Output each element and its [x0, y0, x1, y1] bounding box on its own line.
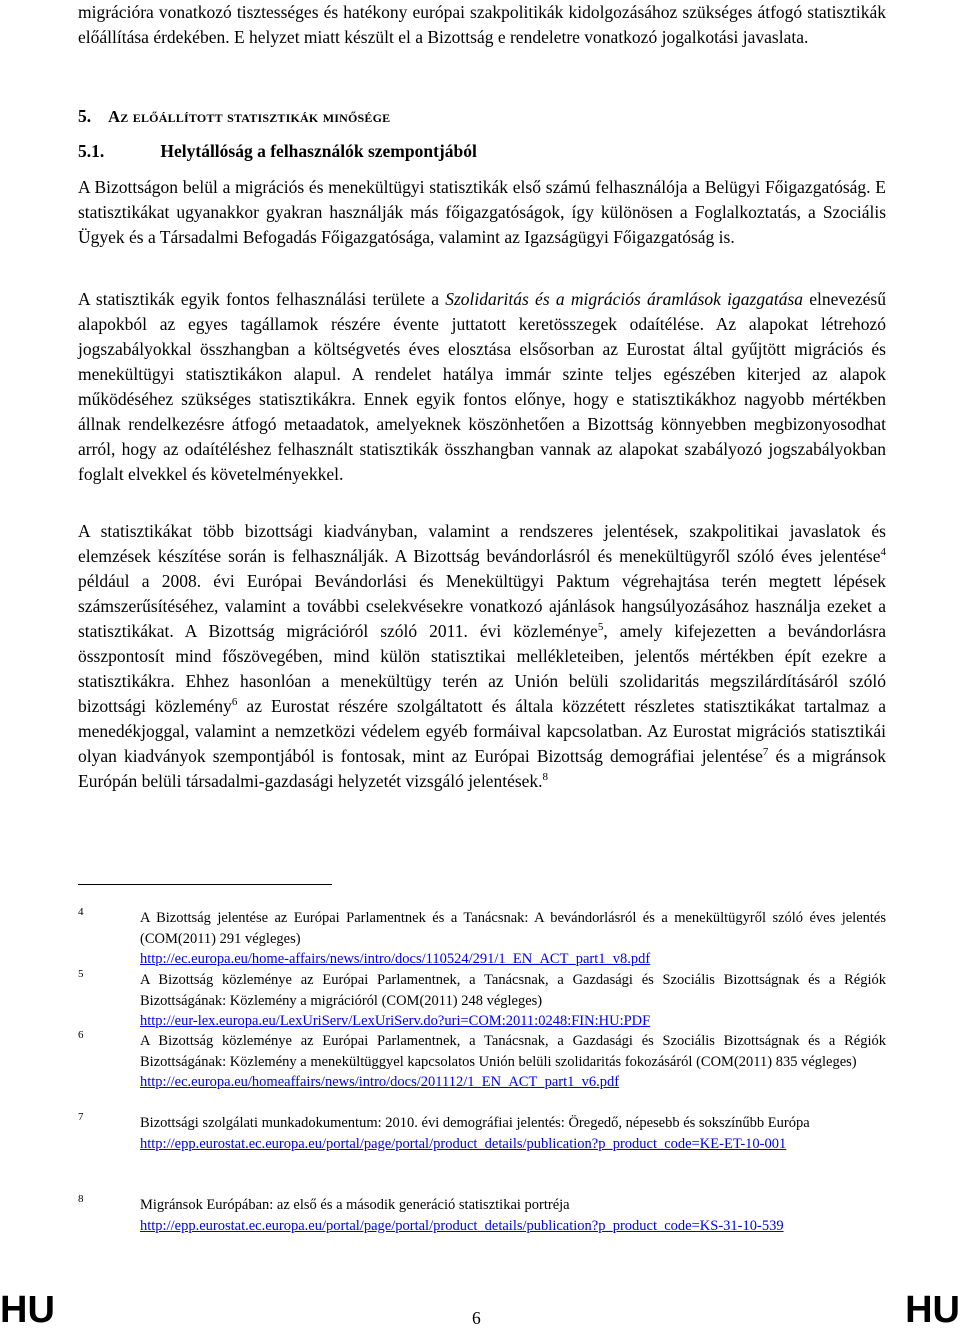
footnote-7 [78, 1113, 886, 1154]
footnote-text: A Bizottság jelentése az Európai Parlamentnek és a Tanácsnak: A bevándorlásról és a menekültügyről szóló éves jelentés (COM(2011) 291 végleges) [140, 910, 886, 947]
paragraph-publications-a: A statisztikákat több bizottsági kiadványban, valamint a rendszeres jelentések, szakpolitikai javaslatok és elemzések készítése során is felhasználják. A Bizottság bevándorlásról és menekültügyről szóló éves jelentése [78, 521, 886, 566]
footnote-number: 6 [78, 1029, 84, 1041]
paragraph-publications-c: , amely kifejezetten a bevándorlásra összpontosít mind főszövegében, mind külön statisztikai mellékleteiben, jelentős mértékben épít ezekre a statisztikákra. Ehhez hasonlóan a menekültügy terén az Unión belüli szolidaritás megszilárdításáról szóló bizottsági közlemény [78, 621, 886, 716]
footnote-ref-4[interactable]: 4 [880, 546, 886, 559]
footnote-link[interactable]: http://ec.europa.eu/home-affairs/news/intro/docs/110524/291/1_EN_ACT_part1_v8.pdf [140, 951, 651, 967]
footnote-text: A Bizottság közleménye az Európai Parlamentnek, a Tanácsnak, a Gazdasági és Szociális Bizottságnak és a Régiók Bizottságának: Közlemény a migrációról (COM(2011) 248 végleges) [140, 972, 886, 1009]
footnote-text: Bizottsági szolgálati munkadokumentum: 2010. évi demográfiai jelentés: Öregedő, népesebb és sokszínűbb Európa [140, 1115, 810, 1131]
footnote-ref-8[interactable]: 8 [542, 771, 549, 784]
footnote-number: 7 [78, 1111, 84, 1123]
footnote-text: Migránsok Európában: az első és a második generáció statisztikai portréja [140, 1197, 570, 1213]
footnote-5 [78, 970, 886, 1032]
fund-name-italic: Szolidaritás és a migrációs áramlások igazgatása [445, 289, 804, 309]
footnote-6 [78, 1031, 886, 1093]
footnote-text: A Bizottság közleménye az Európai Parlamentnek, a Tanácsnak, a Gazdasági és Szociális Bizottságnak és a Régiók Bizottságának: Közlemény a menekültüggyel kapcsolatos Unión belüli szolidaritás fokozásáról (COM(2011) 835 végleges) [140, 1033, 886, 1070]
footnote-ref-6[interactable]: 6 [231, 696, 238, 709]
paragraph-publications-d: az Eurostat részére szolgáltatott és általa közzétett részletes statisztikákat tartalmaz a menedékjoggal, valamint a nemzetközi védelem egyéb formáival kapcsolatban. Az Eurostat migrációs statisztikái olyan kiadványok szempontjából is fontosak, mint az Európai Bizottság demográfiai jelentése [78, 696, 886, 766]
paragraph-publications-b: például a 2008. évi Európai Bevándorlási és Menekültügyi Paktum végrehajtása terén megtett lépések számszerűsítéséhez, valamint a további cselekvésekre vonatkozó ajánlások hangsúlyozásához használja ezeket a statisztikákat. A Bizottság migrációról szóló 2011. évi közleménye [78, 571, 886, 641]
intro-paragraph: migrációra vonatkozó tisztességes és hatékony európai szakpolitikák kidolgozásához szükséges átfogó statisztikák előállítása érdekében. E helyzet miatt készült el a Bizottság e rendeletre vonatkozó jogalkotási javaslata. [78, 2, 886, 47]
footnote-number: 5 [78, 968, 84, 980]
paragraph-publications [78, 519, 886, 794]
paragraph-publications-e: és a migránsok Európán belüli társadalmi-gazdasági helyzetét vizsgáló jelentések. [78, 746, 886, 791]
footnote-8 [78, 1195, 886, 1236]
footnote-number: 8 [78, 1193, 84, 1205]
footnote-link[interactable]: http://epp.eurostat.ec.europa.eu/portal/page/portal/product_details/publication?p_product_code=KS-31-10-539 [140, 1217, 784, 1234]
footnote-link[interactable]: http://eur-lex.europa.eu/LexUriServ/LexUriServ.do?uri=COM:2011:0248:FIN:HU:PDF [140, 1013, 651, 1029]
footnote-number: 4 [78, 906, 84, 918]
footnote-4 [78, 908, 886, 970]
page-number: 6 [472, 1308, 481, 1328]
footnote-ref-7[interactable]: 7 [762, 746, 769, 759]
subsection-title: Helytállóság a felhasználók szempontjából [160, 141, 477, 161]
section-heading [78, 106, 390, 127]
footnote-separator [78, 884, 332, 885]
footnote-ref-5[interactable]: 5 [597, 621, 604, 634]
paragraph-funds-b: elnevezésű alapokból az egyes tagállamok részére évente juttatott keretösszegek odaítélése. Az alapokat létrehozó jogszabályokkal összhangban a költségvetés éves elosztása elsősorban az Eurostat által gyűjtött migrációs és menekültügyi statisztikákon alapul. A rendelet hatálya immár szinte teljes egészében kiterjed az alapok működéséhez szükséges statisztikákra. Ennek egyik fontos előnye, hogy e statisztikákhoz nagyobb mértékben állnak rendelkezésre átfogó metaadatok, amelyeknek köszönhetően a Bizottság könnyebben megbizonyosodhat arról, hogy az odaítéléshez felhasznált statisztikák összhangban vannak az alapokat szabályozó jogszabályokban foglalt elvekkel és követelményekkel. [78, 289, 886, 484]
paragraph-funds-a: A statisztikák egyik fontos felhasználási területe a [78, 289, 446, 309]
subsection-number: 5.1. [78, 141, 105, 161]
paragraph-funds [78, 287, 886, 487]
footer-language-left: HU [0, 1289, 55, 1331]
section-number: 5. [78, 106, 92, 126]
subsection-heading [78, 141, 477, 162]
section-title: Az előállított statisztikák minősége [108, 107, 391, 126]
footer-language-right: HU [905, 1289, 960, 1331]
paragraph-users: A Bizottságon belül a migrációs és menekültügyi statisztikák első számú felhasználója a Belügyi Főigazgatóság. E statisztikákat ugyanakkor gyakran használják más főigazgatóságok, így különösen a Foglalkoztatás, a Szociális Ügyek és a Társadalmi Befogadás Főigazgatósága, valamint az Igazságügyi Főigazgatóság is. [78, 177, 886, 247]
footnote-link[interactable]: http://epp.eurostat.ec.europa.eu/portal/page/portal/product_details/publication?p_product_code=KE-ET-10-001 [140, 1135, 787, 1152]
footnote-link[interactable]: http://ec.europa.eu/homeaffairs/news/intro/docs/201112/1_EN_ACT_part1_v6.pdf [140, 1074, 620, 1090]
